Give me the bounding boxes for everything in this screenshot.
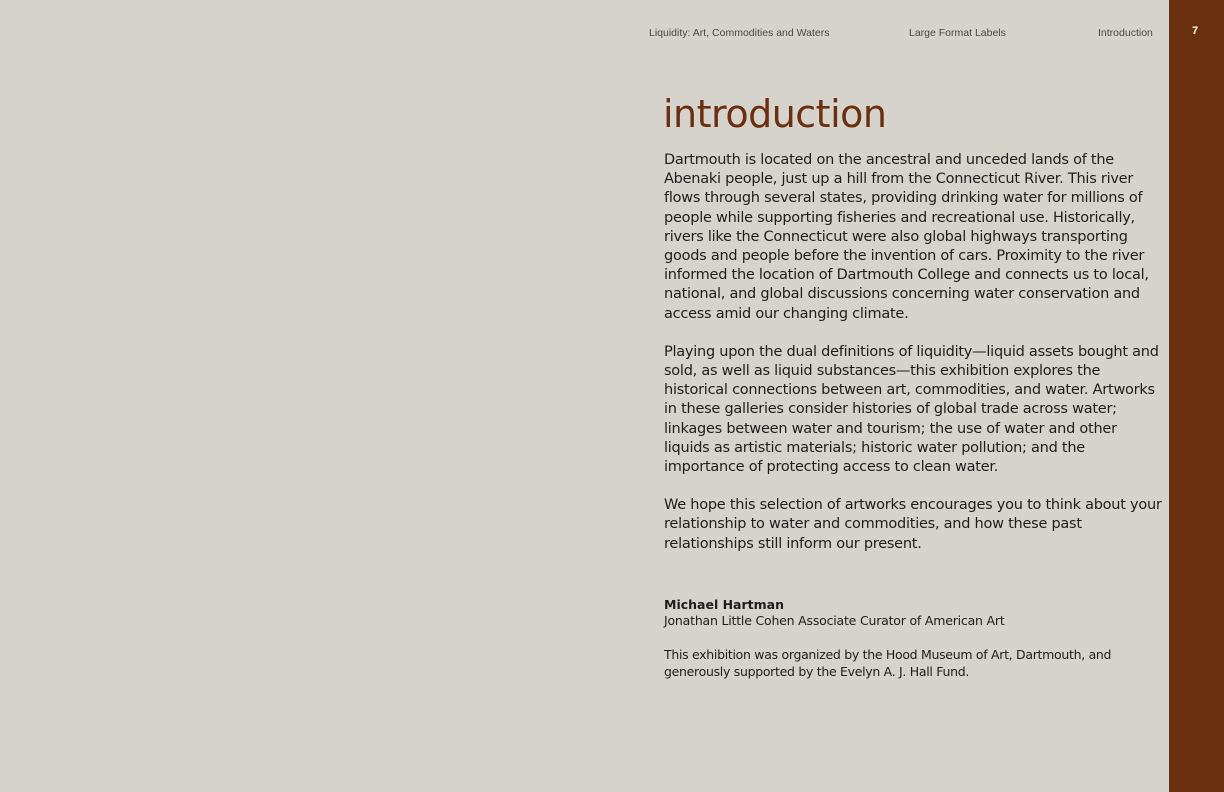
curator-name: Michael Hartman [664, 597, 784, 612]
intro-paragraph-3: We hope this selection of artworks encourages you to think about your relationship to water and commodities, and how these past relationships still inform our present. [664, 497, 1162, 552]
header-section-title: Large Format Labels [909, 27, 1006, 39]
page-title: introduction [663, 92, 887, 136]
header-chapter-title: Introduction [1098, 27, 1153, 39]
intro-paragraph-2: Playing upon the dual definitions of liquidity—liquid assets bought and sold, as well as liquid substances—this exhibition explores the historical connections between art, commodities, and water. Artworks in these galleries consider histories of global trade across water; linkages between water and tourism; the use of water and other liquids as artistic materials; historic water pollution; and the importance of protecting access to clean water. [664, 343, 1159, 476]
curator-credit [664, 597, 1162, 680]
sponsorship-note: This exhibition was organized by the Hood Museum of Art, Dartmouth, and generously supported by the Evelyn A. J. Hall Fund. [664, 647, 1112, 679]
page-number: 7 [1191, 25, 1199, 37]
side-color-band [1169, 0, 1224, 792]
header-publication-title: Liquidity: Art, Commodities and Waters [649, 27, 830, 39]
curator-role: Jonathan Little Cohen Associate Curator of American Art [664, 613, 1005, 628]
intro-paragraph-1: Dartmouth is located on the ancestral and unceded lands of the Abenaki people, just up a hill from the Connecticut River. This river flows through several states, providing drinking water for millions of people while supporting fisheries and recreational use. Historically, rivers like the Connecticut were also global highways transporting goods and people before the invention of cars. Proximity to the river informed the location of Dartmouth College and connects us to local, national, and global discussions concerning water conservation and access amid our changing climate. [664, 152, 1149, 322]
intro-body [664, 151, 1162, 573]
